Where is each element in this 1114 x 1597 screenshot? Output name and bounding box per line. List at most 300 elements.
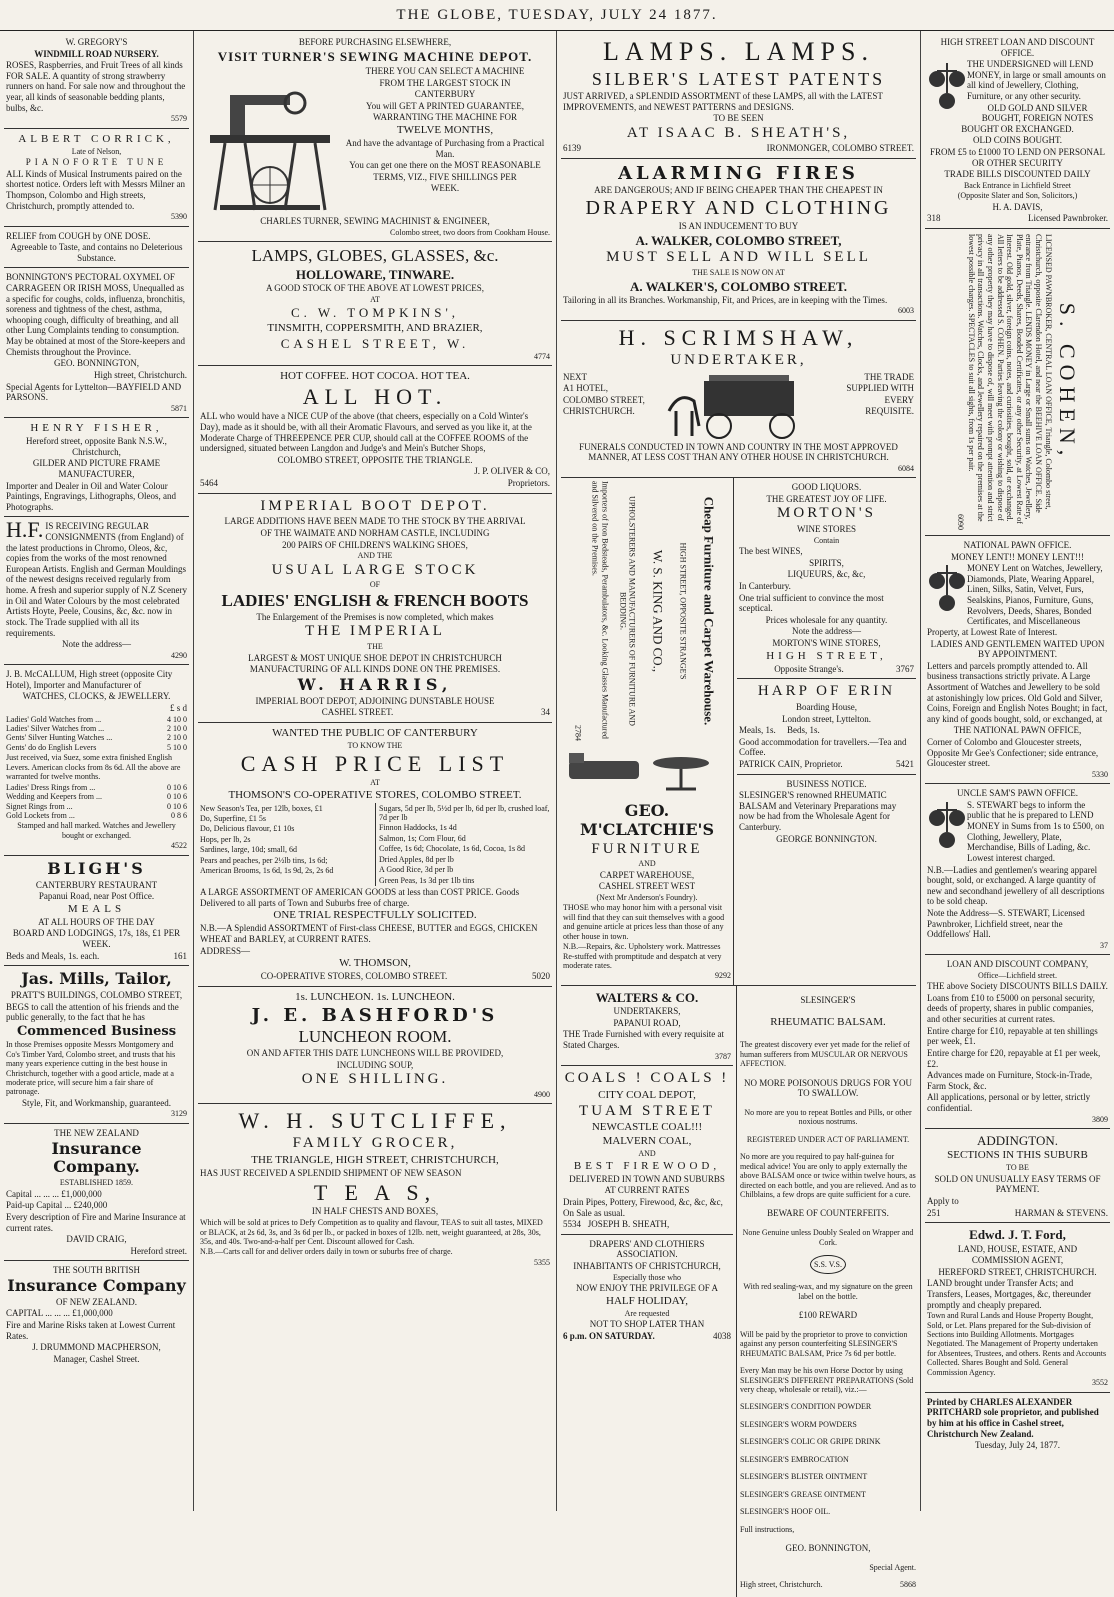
price-item: American Brooms, 1s 6d, 1s 9d, 2s, 2s 6d xyxy=(200,866,334,876)
price-item: New Season's Tea, per 12lb, boxes, £1 xyxy=(200,803,323,813)
ad-meals: MEALS xyxy=(67,902,126,915)
ad-title: HARP OF ERIN xyxy=(757,683,896,700)
ad-mclatchie xyxy=(561,798,733,985)
ad-number: 5020 xyxy=(532,971,550,982)
ad-number: 251 xyxy=(927,1207,941,1218)
price-item: Do, Superfine, £1 5s xyxy=(200,814,266,824)
ad-name: C. W. TOMPKINS', xyxy=(290,305,460,321)
ad-name: J. DRUMMOND MACPHERSON, xyxy=(32,1342,161,1353)
ad-newcastle: NEWCASTLE COAL!!! xyxy=(591,1121,703,1134)
ad-entire: Entire charge for £10, repayable at ten shillings per week, £1. xyxy=(927,1025,1098,1047)
ad-national xyxy=(925,536,1110,784)
ad-the: THE xyxy=(367,642,383,652)
ad-number: 318 xyxy=(927,213,941,224)
ad-trade: WATCHES, CLOCKS, & JEWELLERY. xyxy=(22,691,171,702)
ad-body: Every description of Fire and Marine Insurance at current rates. xyxy=(6,1211,186,1233)
ad-body: S. STEWART begs to inform the public that he is prepared to LEND MONEY in Sums from 1s to £500, on Clothing, Jewellery, Plate, Merchandise, Bills of Lading, &c. Lowest interest charged. xyxy=(967,799,1105,863)
ad-seen: TO BE SEEN xyxy=(713,113,764,124)
ad-body: Fire and Marine Risks taken at Lowest Current Rates. xyxy=(6,1320,176,1341)
ad-esp: Especially those who xyxy=(613,1272,681,1282)
ad-beds-text: Beds and Meals, 1s. each. xyxy=(6,950,100,961)
ad-note: Note the address— xyxy=(62,639,131,650)
ad-trade: GILDER AND PICTURE FRAME MANUFACTURER, xyxy=(32,458,161,479)
price-row xyxy=(6,783,187,792)
ad-bligh xyxy=(4,856,189,967)
ad-title: LAMPS. LAMPS. xyxy=(603,37,874,66)
ad-money: MONEY LENT!! MONEY LENT!!! xyxy=(950,551,1085,562)
ad-davis xyxy=(925,33,1110,229)
ad-number: 4038 xyxy=(713,1330,731,1341)
ad-number: 3809 xyxy=(1092,1114,1108,1124)
ad-more: No more are you to repeat Bottles and Pills, or other noxious nostrums. xyxy=(744,1107,912,1127)
ad-number: 5390 xyxy=(171,212,187,222)
ad-tompkins xyxy=(198,242,552,366)
ad-body: ALL who would have a NICE CUP of the above (that cheers, especially on a Cold Winter's Day), made as it should be, with all their Aromatic Flavours, and served as you like it, at the Moderate Charge of THREEPENCE PER CUP, should call at the COFFEE ROOMS of the undersigned, situated between Langdon and Judge's and Mein's Butcher Shops, xyxy=(200,411,532,454)
ad-teas: T E A S, xyxy=(313,1179,437,1205)
ad-bonnington-oxymel xyxy=(4,268,189,418)
ad-title: Edwd. J. T. Ford, xyxy=(969,1227,1066,1243)
ad-body: ALL Kinds of Musical Instruments paired on the shortest notice. Orders left with Messrs Milner an Thompson, Colombo and High streets, Christchurch, promptly attended to. xyxy=(6,168,185,211)
ad-trade: PIANOFORTE TUNE xyxy=(25,157,168,168)
ad-number: 3129 xyxy=(171,1109,187,1119)
ad-gold: OLD GOLD AND SILVER BOUGHT, FOREIGN NOTES BOUGHT OR EXCHANGED. xyxy=(961,102,1094,134)
ad-body: SECTIONS IN THIS SUBURB xyxy=(947,1149,1088,1162)
ad-nb: N.B.—Carts call for and deliver orders daily in town or suburbs free of charge. xyxy=(200,1247,453,1257)
ad-footer xyxy=(563,143,914,154)
ad-deliv: DELIVERED IN TOWN AND SUBURBS xyxy=(569,1173,725,1184)
ad-address: Corner of Colombo and Gloucester streets, Opposite Mr Gee's Confectioner; side entrance, Gloucester street. xyxy=(927,736,1099,769)
price-row xyxy=(6,792,187,801)
ad-number: 5871 xyxy=(171,403,187,413)
ad-list-item: SLESINGER'S CONDITION POWDER xyxy=(740,1402,872,1412)
ad-body: JUST ARRIVED, a SPLENDID ASSORTMENT of these LAMPS, all with the LATEST IMPROVEMENTS, and NEWEST PATTERNS and DESIGNS. xyxy=(563,90,883,112)
ad-title: ADDINGTON. xyxy=(976,1133,1058,1149)
ad-address: High street, Christchurch. xyxy=(740,1580,823,1590)
ad-contain: Contain xyxy=(813,535,840,545)
ad-note: Stamped and hall marked. Watches and Jewellery bought or exchanged. xyxy=(17,821,176,840)
ad-body: Town and Rural Lands and House Property Bought, Sold, or Let. Plans prepared for the Sub-division of Sections into Building Allotments. Mortgages Negotiated. The Management of Property undertaken for Absentees, Trustees, and others. Rents and Accounts Collected. Shares Bought and Sold. General Commission Agency. xyxy=(927,1311,1107,1377)
ad-nb: N.B.—A Splendid ASSORTMENT of First-class CHEESE, BUTTER and EGGS, CHICKEN WHEAT and BARLEY, at CURRENT RATES. xyxy=(200,923,538,944)
ad-line: A1 HOTEL, xyxy=(563,383,608,394)
ad-line: ARE DANGEROUS; AND IF BEING CHEAPER THAN THE CHEAPEST IN xyxy=(594,185,883,196)
ad-right xyxy=(814,371,915,441)
ad-drinks: HOT COFFEE. HOT COCOA. HOT TEA. xyxy=(280,370,470,383)
ad-head: THE NEW ZEALAND xyxy=(54,1127,139,1138)
ad-none: None Genuine unless Doubly Sealed on Wrapper and Cork. xyxy=(742,1228,914,1247)
ad-name: A. WALKER, COLOMBO STREET, xyxy=(635,233,842,249)
ad-list-item: SLESINGER'S BLISTER OINTMENT xyxy=(740,1472,868,1482)
ad-title: J. E. BASHFORD'S xyxy=(251,1004,499,1026)
ad-title: H.F. xyxy=(6,517,44,543)
ad-walker xyxy=(561,159,916,321)
ad-head: HIGH STREET LOAN AND DISCOUNT OFFICE. xyxy=(940,37,1095,58)
price-row xyxy=(6,802,187,811)
ad-meals: Meals, 1s. xyxy=(739,725,776,736)
price-item: Gents' Silver Hunting Watches ... xyxy=(6,733,113,743)
price-list xyxy=(200,803,550,887)
ad-induce: IS AN INDUCEMENT TO BUY xyxy=(678,221,799,232)
ad-name2: A. WALKER'S, COLOMBO STREET. xyxy=(630,278,847,294)
ad-body: THOSE who may honor him with a personal visit will find that they can suit themselves with a good and genuine article at prices less than those of any other house in town. xyxy=(563,903,725,941)
ad-item: In Canterbury. xyxy=(739,580,791,591)
ad-head: UNCLE SAM'S PAWN OFFICE. xyxy=(956,788,1079,799)
ad-subtitle: UNDERTAKER, xyxy=(670,351,807,368)
ad-sutcliffe xyxy=(198,1104,552,1271)
ad-address: Hereford street, opposite Bank N.S.W., Christchurch, xyxy=(26,436,167,457)
ad-king-rotated xyxy=(561,478,733,743)
ad-style: Style, Fit, and Workmanship, guaranteed. xyxy=(21,1097,172,1108)
ad-mills xyxy=(4,966,189,1124)
ad-number: 5464 xyxy=(200,478,218,489)
ad-entire: Entire charge for £20, repayable at £1 per week, £2. xyxy=(927,1047,1101,1069)
ad-turner xyxy=(198,33,552,242)
price-item: Green Peas, 1s 3d per 1lb tins xyxy=(379,875,475,885)
ad-body: HAS JUST RECEIVED A SPLENDID SHIPMENT OF NEW SEASON xyxy=(200,1167,462,1178)
ad-imperial: THE IMPERIAL xyxy=(305,623,445,640)
ad-every: Every Man may be his own Horse Doctor by using SLESINGER'S DIFFERENT PREPARATIONS (Sold very cheap, wholesale or retail), viz.:— xyxy=(740,1366,914,1395)
ad-manuf: MANUFACTURING OF ALL KINDS DONE ON THE PREMISES. xyxy=(249,664,501,675)
ad-title: Jas. Mills, Tailor, xyxy=(21,969,172,989)
ad-title: Insurance Company. xyxy=(51,1138,142,1177)
ad-now: NOW ENJOY THE PRIVILEGE OF A xyxy=(575,1283,719,1294)
ad-title: Insurance Company xyxy=(7,1275,186,1295)
ad-number: 3787 xyxy=(715,1051,731,1061)
ad-sb-insurance xyxy=(4,1261,189,1368)
ad-list-item: SLESINGER'S EMBROCATION xyxy=(740,1454,849,1464)
ad-name: PATRICK CAIN, Proprietor. xyxy=(739,758,843,769)
ad-sale: THE SALE IS NOW ON AT xyxy=(692,268,785,278)
ad-mccallum xyxy=(4,665,189,856)
ad-imprint xyxy=(925,1393,1110,1455)
pawn-balls-icon xyxy=(927,563,967,618)
ad-harp xyxy=(737,679,916,774)
ad-footer xyxy=(739,759,914,770)
ad-large: A LARGE ASSORTMENT OF AMERICAN GOODS at less than COST PRICE. Goods Delivered to all parts of Town and Suburbs free of charge. xyxy=(200,887,520,908)
ad-title: LAMPS, GLOBES, GLASSES, &c. xyxy=(251,245,499,265)
ad-office: Office—Lichfield street. xyxy=(978,970,1057,980)
ad-turner-body xyxy=(200,65,550,215)
ad-incl: INCLUDING SOUP, xyxy=(336,1059,414,1070)
ad-name: MORTON'S xyxy=(777,505,876,522)
ad-bashford xyxy=(198,987,552,1105)
ad-enlarge: The Enlargement of the Premises is now completed, which makes xyxy=(256,611,494,622)
ad-balsam: RHEUMATIC BALSAM. xyxy=(770,1016,886,1029)
column-2 xyxy=(194,31,557,1511)
price-value: 2 10 0 xyxy=(167,733,187,743)
ad-commenced: Commenced Business xyxy=(16,1023,177,1039)
ad-footer xyxy=(927,1208,1108,1219)
ad-notice: BUSINESS NOTICE. xyxy=(786,778,867,789)
ad-text: Which will be sold at prices to Defy Competition as to quality and flavour, TEAS to suit all tastes, MIXED or BLACK, at 2s 6d, 3s, and 3s 6d per lb., or packed in boxes of 12lb. nett, weight guaranteed, at 28s, 30s, 35s, and 40s. Two-and-a-half per Cent. Discount allowed for Cash. xyxy=(200,1218,543,1246)
seal-icon xyxy=(740,1255,916,1274)
ad-note: Note the address— xyxy=(792,626,861,637)
ad-body: The greatest discovery ever yet made for the relief of human sufferers from MUSCULAR OR NERVOUS AFFECTION. xyxy=(740,1040,910,1069)
ad-number: 5421 xyxy=(896,758,914,769)
ad-number: 6090 xyxy=(955,514,965,531)
ad-address: Opposite Strange's. xyxy=(774,663,844,674)
ad-coal xyxy=(561,1066,733,1235)
price-value: 0 10 6 xyxy=(167,792,187,802)
ad-nz-insurance xyxy=(4,1124,189,1261)
ad-footer xyxy=(563,1219,731,1230)
ad-body: FUNERALS CONDUCTED IN TOWN AND COUNTRY IN THE MOST APPROVED MANNER, AT LESS COST THAN ANY OTHER HOUSE IN CHRISTCHURCH. xyxy=(579,441,898,463)
ad-line: THERE YOU CAN SELECT A MACHINE xyxy=(365,65,525,76)
ad-line: You can get one there on the MOST REASONABLE xyxy=(349,160,541,171)
ad-date: Tuesday, July 24, 1877. xyxy=(974,1440,1061,1451)
ad-head: THE SOUTH BRITISH xyxy=(53,1265,140,1276)
ad-no: NO MORE POISONOUS DRUGS FOR YOU TO SWALLOW. xyxy=(744,1077,912,1099)
price-head: £ s d xyxy=(169,702,187,713)
ad-half: HALF HOLIDAY, xyxy=(606,1294,688,1307)
ad-line: SUPPLIED WITH xyxy=(846,383,914,394)
ad-body: BONNINGTON'S PECTORAL OXYMEL OF CARRAGEEN OR IRISH MOSS, Unequalled as a specific for coughs, colds, influenza, bronchitis, soreness and tightness of the chest, asthma, whooping cough, difficulty of breathing, and all other Lung Complaints tending to consumption. May be obtained at most of the Store-keepers and Chemists throughout the Province. xyxy=(6,272,185,357)
ad-at: AT xyxy=(370,778,380,788)
price-row xyxy=(6,715,187,724)
price-item: Dried Apples, 8d per lb xyxy=(379,854,454,864)
ad-sold: SOLD ON UNUSUALLY EASY TERMS OF PAYMENT. xyxy=(934,1173,1101,1195)
ad-reward: £100 REWARD xyxy=(798,1310,858,1321)
ad-wanted: WANTED THE PUBLIC OF CANTERBURY xyxy=(272,726,478,739)
ad-item: LIQUEURS, &c, &c, xyxy=(787,569,866,580)
ad-king xyxy=(561,478,734,985)
ad-hf xyxy=(4,517,189,665)
ad-subtitle: LAND, HOUSE, ESTATE, AND xyxy=(957,1243,1078,1254)
price-item: Signet Rings from ... xyxy=(6,801,73,811)
ad-subtitle: SILBER'S LATEST PATENTS xyxy=(591,68,886,89)
ad-half: IN HALF CHESTS AND BOXES, xyxy=(311,1206,439,1217)
ad-address: Colombo street, two doors from Cookham House. xyxy=(390,227,550,237)
price-item: Sugars, 5d per lb, 5½d per lb, 6d per lb, crushed loaf, 7d per lb xyxy=(379,803,550,823)
ad-corrick xyxy=(4,129,189,227)
ad-footer xyxy=(200,971,550,982)
ad-at: AT xyxy=(370,294,380,304)
ad-scrimshaw xyxy=(561,321,916,478)
ad-meals-beds xyxy=(739,725,914,736)
ad-toknow: TO KNOW THE xyxy=(347,740,403,750)
ad-address: Papanui Road, near Post Office. xyxy=(38,891,155,902)
ad-line: 200 PAIRS OF CHILDREN'S WALKING SHOES, xyxy=(282,539,468,550)
ad-lines xyxy=(340,65,550,215)
ad-body: IS RECEIVING REGULAR CONSIGNMENTS (from England) of the latest productions in Chromo, Oleos, &c, copies from the works of the most renowned European Artists. English and German Mouldings of the newest designs received regularly from home. A fresh and superior supply of N.Z Scenery in Oil and Water Colours by the most celebrated Artists Hoyte, Peele, Cousins, &c, &c. now in stock. The Trade supplied with all its requirements. xyxy=(6,521,187,638)
ad-body: THE UNDERSIGNED will LEND MONEY, in large or small amounts on all kind of Jewellery, Clothing, Furniture, or any other security. xyxy=(967,59,1106,102)
ad-number: 5330 xyxy=(1092,769,1108,779)
ad-beds: Beds, 1s. xyxy=(787,725,820,736)
ad-address: PRATT'S BUILDINGS, COLOMBO STREET, xyxy=(10,990,183,1001)
ad-title: W. GREGORY'S xyxy=(65,37,128,47)
ad-name: S. COHEN, xyxy=(1054,302,1080,462)
ad-must: MUST SELL AND WILL SELL xyxy=(606,249,871,266)
ad-rates: AT CURRENT RATES xyxy=(604,1185,690,1196)
ad-at: AT ISAAC B. SHEATH'S, xyxy=(626,124,851,141)
ad-drain: Drain Pipes, Pottery, Firewood, &c, &c, &c, On Sale as usual. xyxy=(563,1196,723,1218)
ad-number: 4900 xyxy=(534,1089,550,1099)
price-value: 0 10 6 xyxy=(167,782,187,792)
ad-line: NEXT xyxy=(563,371,587,382)
ad-capital: CAPITAL ... ... ... £1,000,000 xyxy=(6,1308,113,1319)
ad-scrimshaw-row xyxy=(563,371,914,441)
ad-loan xyxy=(925,955,1110,1129)
column-4 xyxy=(921,31,1114,1511)
ad-number: 37 xyxy=(1100,940,1108,950)
ad-body: In those Premises opposite Messrs Montgomery and Co's Timber Yard, Colombo street, and trusts that his many years experience cutting in the best house in Christchurch, together with a good article, made at a moderate price, will secure him a fair share of patronage. xyxy=(6,1040,176,1097)
ad-line: FROM THE LARGEST STOCK IN xyxy=(379,77,511,88)
ad-title: Cheap Furniture and Carpet Warehouse. xyxy=(701,496,717,725)
ad-line: LARGE ADDITIONS HAVE BEEN MADE TO THE STOCK BY THE ARRIVAL xyxy=(224,516,526,527)
ad-subtitle: Late of Nelson, xyxy=(71,146,122,156)
ad-apply: Apply to xyxy=(927,1195,959,1206)
ad-line: CANTERBURY xyxy=(414,89,476,100)
hearse-image xyxy=(664,371,814,441)
ad-body: J. B. McCALLUM, High street (opposite City Hotel), Importer and Manufacturer of xyxy=(6,669,173,690)
ad-body: THE Trade Furnished with every requisite at Stated Charges. xyxy=(563,1029,724,1050)
ad-subtitle: OF NEW ZEALAND. xyxy=(55,1296,138,1307)
ad-subtitle: HOLLOWARE, TINWARE. xyxy=(295,267,455,283)
ad-slesinger xyxy=(737,986,916,1597)
price-item: Gold Lockets from ... xyxy=(6,810,75,820)
price-row xyxy=(6,743,187,752)
ad-name: W. HARRIS, xyxy=(297,674,453,694)
ad-nb: N.B.—Repairs, &c. Upholstery work. Mattresses Re-stuffed with promptitude and despatch at very moderate rates. xyxy=(563,942,722,970)
ad-subtitle: FAMILY GROCER, xyxy=(292,1135,458,1152)
price-item: A Good Rice, 3d per lb xyxy=(379,865,454,875)
ad-name: CHARLES TURNER, SEWING MACHINIST & ENGINEER, xyxy=(260,215,490,226)
ad-line: AND THE xyxy=(357,551,393,561)
price-value: 0 8 6 xyxy=(171,810,187,820)
ad-morton xyxy=(737,478,916,679)
price-item: Do, Delicious flavour, £1 10s xyxy=(200,824,295,834)
ad-number: 2784 xyxy=(573,724,583,741)
ad-cohen-rotated xyxy=(927,232,1108,532)
price-item: Finnon Haddocks, 1s 4d xyxy=(379,823,457,833)
ad-address: HEREFORD STREET, CHRISTCHURCH. xyxy=(938,1266,1097,1277)
ad-sheath-lamps xyxy=(561,33,916,159)
ad-lic: Licensed Pawnbroker. xyxy=(1028,213,1108,224)
ad-drapery: DRAPERY AND CLOTHING xyxy=(585,196,892,219)
ad-lower-left xyxy=(561,986,737,1597)
ad-ware: CARPET WAREHOUSE, xyxy=(599,869,695,880)
ad-body: Printed by CHARLES ALEXANDER PRITCHARD sole proprietor, and published by him at his office in Cashel street, Christchurch New Zealand. xyxy=(927,1396,1099,1439)
ad-hours: AT ALL HOURS OF THE DAY xyxy=(38,916,155,927)
ad-cohen xyxy=(925,229,1110,536)
ad-body: ON AND AFTER THIS DATE LUNCHEONS WILL BE PROVIDED, xyxy=(246,1047,504,1058)
price-item: Hops, per lb, 2s xyxy=(200,834,251,844)
ad-body: Importer and Dealer in Oil and Water Colour Paintings, Engravings, Lithographs, Oleos, and Photographs. xyxy=(6,480,176,512)
ad-number: 4522 xyxy=(171,841,187,851)
ad-title: ALL HOT. xyxy=(302,384,448,410)
pawn-balls-icon xyxy=(927,800,967,855)
ad-body: Agreeable to Taste, and contains no Deleterious Substance. xyxy=(10,242,183,263)
price-item: Wedding and Keepers from ... xyxy=(6,792,102,802)
ad-address: London street, Lyttelton. xyxy=(782,713,871,724)
ad-capital: Capital ... ... ... £1,000,000 xyxy=(6,1188,102,1199)
ad-line: TERMS, VIZ., FIVE SHILLINGS PER xyxy=(373,171,517,182)
ad-title: BLIGH'S xyxy=(47,858,146,878)
ad-address: Manager, Cashel Street. xyxy=(53,1353,140,1364)
ad-name: W. S. KING AND CO., xyxy=(650,549,666,672)
ad-room: LUNCHEON ROOM. xyxy=(298,1026,452,1046)
ad-address: COLOMBO STREET, OPPOSITE THE TRIANGLE. xyxy=(277,454,473,465)
ad-number: 5579 xyxy=(171,114,187,124)
price-list-right xyxy=(375,803,550,887)
ad-line: CHRISTCHURCH. xyxy=(563,406,635,417)
ad-stewart xyxy=(925,784,1110,955)
price-list-left xyxy=(200,803,371,887)
ad-line: TWELVE MONTHS, xyxy=(396,123,494,136)
ad-line: OF THE WAIMATE AND NORHAM CASTLE, INCLUDING xyxy=(260,527,490,538)
ad-item: SPIRITS, xyxy=(809,557,844,568)
ad-trade: TRADE BILLS DISCOUNTED DAILY xyxy=(944,169,1091,180)
ad-time: 6 p.m. ON SATURDAY. xyxy=(563,1330,655,1341)
ad-address: CO-OPERATIVE STORES, COLOMBO STREET. xyxy=(260,971,448,982)
ad-reg: REGISTERED UNDER ACT OF PARLIAMENT. xyxy=(746,1134,910,1144)
ad-subtitle: Boarding House, xyxy=(796,701,857,712)
ad-harris xyxy=(198,494,552,723)
ad-malvern: MALVERN COAL, xyxy=(602,1135,692,1148)
ad-name: DAVID CRAIG, xyxy=(66,1234,127,1245)
ad-usual: USUAL LARGE STOCK xyxy=(271,561,479,578)
price-item: Ladies' Gold Watches from ... xyxy=(6,714,102,724)
ad-address: HIGH STREET, xyxy=(766,649,887,662)
ad-inhab: INHABITANTS OF CHRISTCHURCH, xyxy=(573,1261,721,1271)
ad-agents: Special Agents for Lyttelton—BAYFIELD AND PARSONS. xyxy=(6,381,182,403)
ad-store: THOMSON'S CO-OPERATIVE STORES, COLOMBO STREET. xyxy=(228,788,522,801)
ad-geo: GEO. BONNINGTON, xyxy=(785,1542,871,1553)
column-3 xyxy=(557,31,921,1590)
ad-addington xyxy=(925,1129,1110,1223)
ad-title: DRAPERS' AND CLOTHIERS ASSOCIATION. xyxy=(589,1238,705,1260)
ad-street: TUAM STREET xyxy=(579,1102,715,1119)
ad-line: A GOOD STOCK OF THE ABOVE AT LOWEST PRICES, xyxy=(265,283,485,294)
ad-s1: SLESINGER'S xyxy=(800,994,856,1005)
price-item: Ladies' Silver Watches from ... xyxy=(6,724,105,734)
ad-and: AND xyxy=(638,859,656,869)
ad-body: Good accommodation for travellers.—Tea and Coffee. xyxy=(739,736,907,758)
ad-name: GEORGE BONNINGTON. xyxy=(776,833,877,844)
ad-head: NATIONAL PAWN OFFICE. xyxy=(963,540,1072,551)
ad-capital: Paid-up Capital ... £240,000 xyxy=(6,1200,108,1211)
ad-letters: Letters and parcels promptly attended to. All business transactions strictly private. A Large Assortment of Watches and Jewellery to be sold at astonishingly low prices. Old Gold and Silver, Coins, Foreign and English Notes Bought; in fact, any kind of goods bought, sold, or exchanged, at xyxy=(927,660,1108,724)
ad-address: CASHEL STREET WEST xyxy=(598,881,696,892)
ad-thomson xyxy=(198,723,552,987)
ad-number: 9292 xyxy=(715,971,731,981)
ad-body: MONEY Lent on Watches, Jewellery, Diamonds, Plate, Wearing Apparel, Linen, Silks, Satin, Velvet, Furs, Sealskins, Pianos, Furniture, Guns, Revolvers, Deeds, Shares, Bonded Certificates, and Miscellaneous Property, at Lowest Rate of Interest. xyxy=(927,563,1103,637)
ad-slesinger-top xyxy=(737,775,916,849)
ad-body: SLESINGER'S renowned RHEUMATIC BALSAM and Veterinary Preparations may now be had from the Wholesale Agent for Canterbury. xyxy=(739,790,897,832)
ad-name: THE NATIONAL PAWN OFFICE, xyxy=(953,725,1082,736)
ad-name: J. P. OLIVER & CO, xyxy=(474,466,550,477)
ad-best: BEST FIREWOOD, xyxy=(573,1159,721,1172)
pawn-balls-icon xyxy=(927,59,967,119)
ad-head: LOAN AND DISCOUNT COMPANY, xyxy=(946,959,1089,970)
ad-item: The best WINES, xyxy=(739,546,803,557)
ad-title: RELIEF from COUGH by ONE DOSE. xyxy=(6,230,151,241)
ad-left xyxy=(563,371,664,441)
price-item: Pears and peaches, per 2½lb tins, 1s 6d; xyxy=(200,855,328,865)
ad-beware: BEWARE OF COUNTERFEITS. xyxy=(767,1208,889,1219)
ad-oliver xyxy=(198,366,552,493)
ad-address: High street, Christchurch. xyxy=(94,369,187,380)
ad-loans: Loans from £10 to £5000 on personal security, deeds of property, shares in public companies, and other securities at current rates. xyxy=(927,992,1095,1025)
ad-line: EVERY xyxy=(884,394,914,405)
ad-list-item: SLESINGER'S GREASE OINTMENT xyxy=(740,1489,866,1499)
ad-body: LICENSED PAWNBROKER, CENTRAL LOAN OFFICE, Triangle, Colombo street, Christchurch, opposite Clarendon Hotel, and near the BEEHIVE LOAN OFFICE. Side entrance from Triangle. LENDS MONEY in Large or Small sums on Watches, Jewellery, Plate, Pianos, Deeds, Shares, Bonded Certificates, or any other Security, at Lowest Rate of Interest. Old gold, silver, foreign coins, notes, and curiosities, bought, sold, or exchanged. All letters to be addressed S. COHEN. Parties leaving the colony or wishing to dispose of any other property they may have to dispose of, will meet with prompt attention and strict privacy in all transactions. Watches, Clocks, and Jewellery repaired on the premises at the lowest possible charges. SPECTACLES to suit all sights, from 1s per pair. xyxy=(966,234,1053,524)
ad-name: W. THOMSON, xyxy=(339,957,411,970)
ad-title: VISIT TURNER'S SEWING MACHINE DEPOT. xyxy=(217,48,533,64)
ad-association xyxy=(561,1235,733,1346)
ad-name: HARMAN & STEVENS. xyxy=(1014,1207,1108,1218)
ad-will: Will be paid by the proprietor to prove to conviction against any person counterfeiting SLESINGER'S RHEUMATIC BALSAM, Price 7s 6d per bottle. xyxy=(740,1329,908,1358)
ad-opp: (Opposite Slater and Son, Solicitors,) xyxy=(957,191,1078,201)
